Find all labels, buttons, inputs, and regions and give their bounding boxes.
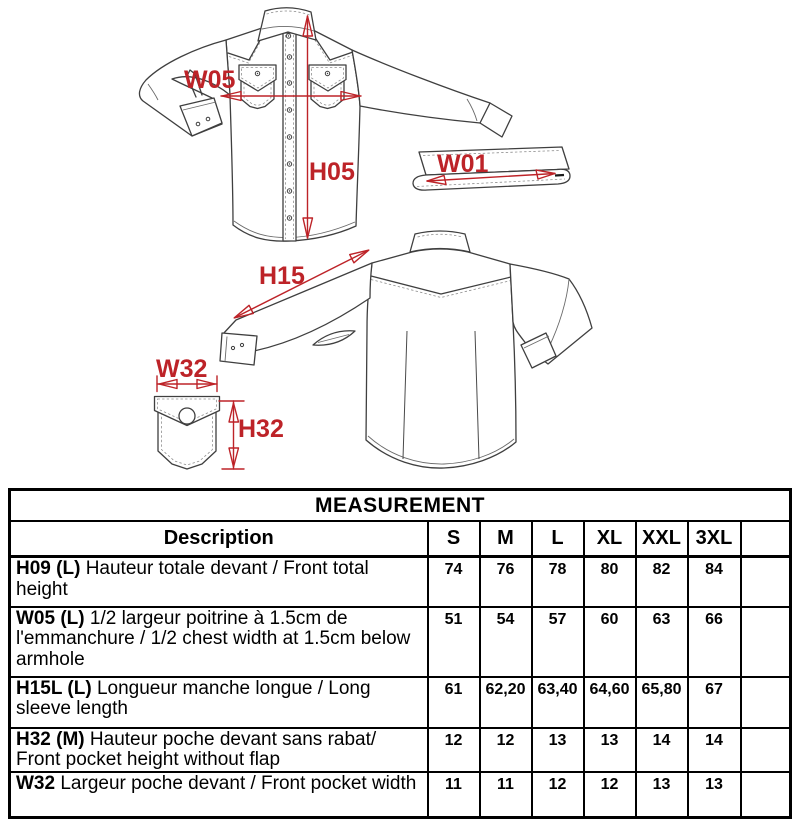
value-cell: 14 <box>636 728 688 772</box>
measure-description: Longueur manche longue / Long sleeve length <box>16 677 371 719</box>
table-row <box>10 728 791 772</box>
value-cell: 54 <box>480 607 532 677</box>
collar-band-view <box>413 147 570 190</box>
description-cell <box>10 607 428 677</box>
size-header-m: M <box>480 521 532 557</box>
value-cell: 67 <box>688 677 741 728</box>
value-cell: 12 <box>584 772 636 818</box>
value-cell: 80 <box>584 557 636 607</box>
value-cell: 82 <box>636 557 688 607</box>
shirt-front-view <box>139 8 512 241</box>
value-cell: 13 <box>636 772 688 818</box>
size-header-xl: XL <box>584 521 636 557</box>
pocket-detail-view <box>155 355 284 469</box>
value-cell: 60 <box>584 607 636 677</box>
value-cell: 14 <box>688 728 741 772</box>
value-cell: 76 <box>480 557 532 607</box>
value-cell: 13 <box>584 728 636 772</box>
w05-label: W05 <box>184 66 236 94</box>
value-cell <box>741 728 791 772</box>
table-row <box>10 677 791 728</box>
value-cell: 65,80 <box>636 677 688 728</box>
h32-label: H32 <box>238 415 284 443</box>
table-header-row <box>10 521 791 557</box>
h15-label: H15 <box>259 262 305 290</box>
measure-description: Hauteur poche devant sans rabat/ Front pocket height without flap <box>16 728 377 770</box>
h32-dimension <box>219 401 284 469</box>
value-cell: 78 <box>532 557 584 607</box>
measure-description: 1/2 largeur poitrine à 1.5cm de l'emmanchure / 1/2 chest width at 1.5cm below armhole <box>16 607 411 670</box>
value-cell: 12 <box>428 728 480 772</box>
back-collar <box>410 231 470 252</box>
description-cell <box>10 557 428 607</box>
value-cell <box>741 557 791 607</box>
value-cell: 84 <box>688 557 741 607</box>
value-cell: 62,20 <box>480 677 532 728</box>
w32-dimension <box>156 355 217 392</box>
measure-code: H32 (M) <box>16 728 85 750</box>
table-title: MEASUREMENT <box>10 490 791 522</box>
value-cell: 57 <box>532 607 584 677</box>
table-row <box>10 607 791 677</box>
value-cell: 61 <box>428 677 480 728</box>
pocket-button <box>179 408 195 424</box>
value-cell: 64,60 <box>584 677 636 728</box>
w32-label: W32 <box>156 355 208 383</box>
description-cell <box>10 772 428 818</box>
size-header-l: L <box>532 521 584 557</box>
value-cell <box>741 677 791 728</box>
front-right-pocket <box>309 65 346 109</box>
measure-code: W32 <box>16 772 56 794</box>
value-cell <box>741 772 791 818</box>
measure-description: Largeur poche devant / Front pocket width <box>60 772 417 794</box>
value-cell <box>741 607 791 677</box>
measure-code: H09 (L) <box>16 558 81 579</box>
value-cell: 13 <box>688 772 741 818</box>
value-cell: 63,40 <box>532 677 584 728</box>
measure-description: Hauteur totale devant / Front total height <box>16 558 369 600</box>
value-cell: 63 <box>636 607 688 677</box>
table-row <box>10 772 791 818</box>
measure-code: W05 (L) <box>16 607 85 629</box>
value-cell: 13 <box>532 728 584 772</box>
size-header-s: S <box>428 521 480 557</box>
w01-label: W01 <box>437 150 489 178</box>
value-cell: 12 <box>532 772 584 818</box>
value-cell: 66 <box>688 607 741 677</box>
size-header-empty <box>741 521 791 557</box>
value-cell: 12 <box>480 728 532 772</box>
table-row <box>10 557 791 607</box>
size-header-xxl: XXL <box>636 521 688 557</box>
size-header-3xl: 3XL <box>688 521 741 557</box>
measurement-table <box>8 488 792 819</box>
h05-label: H05 <box>309 158 355 186</box>
description-cell <box>10 677 428 728</box>
front-right-sleeve <box>352 50 512 137</box>
value-cell: 74 <box>428 557 480 607</box>
measure-code: H15L (L) <box>16 677 92 699</box>
front-left-pocket <box>239 65 276 109</box>
value-cell: 51 <box>428 607 480 677</box>
table-title-row <box>10 490 791 522</box>
description-header: Description <box>10 521 428 557</box>
value-cell: 11 <box>428 772 480 818</box>
value-cell: 11 <box>480 772 532 818</box>
description-cell <box>10 728 428 772</box>
